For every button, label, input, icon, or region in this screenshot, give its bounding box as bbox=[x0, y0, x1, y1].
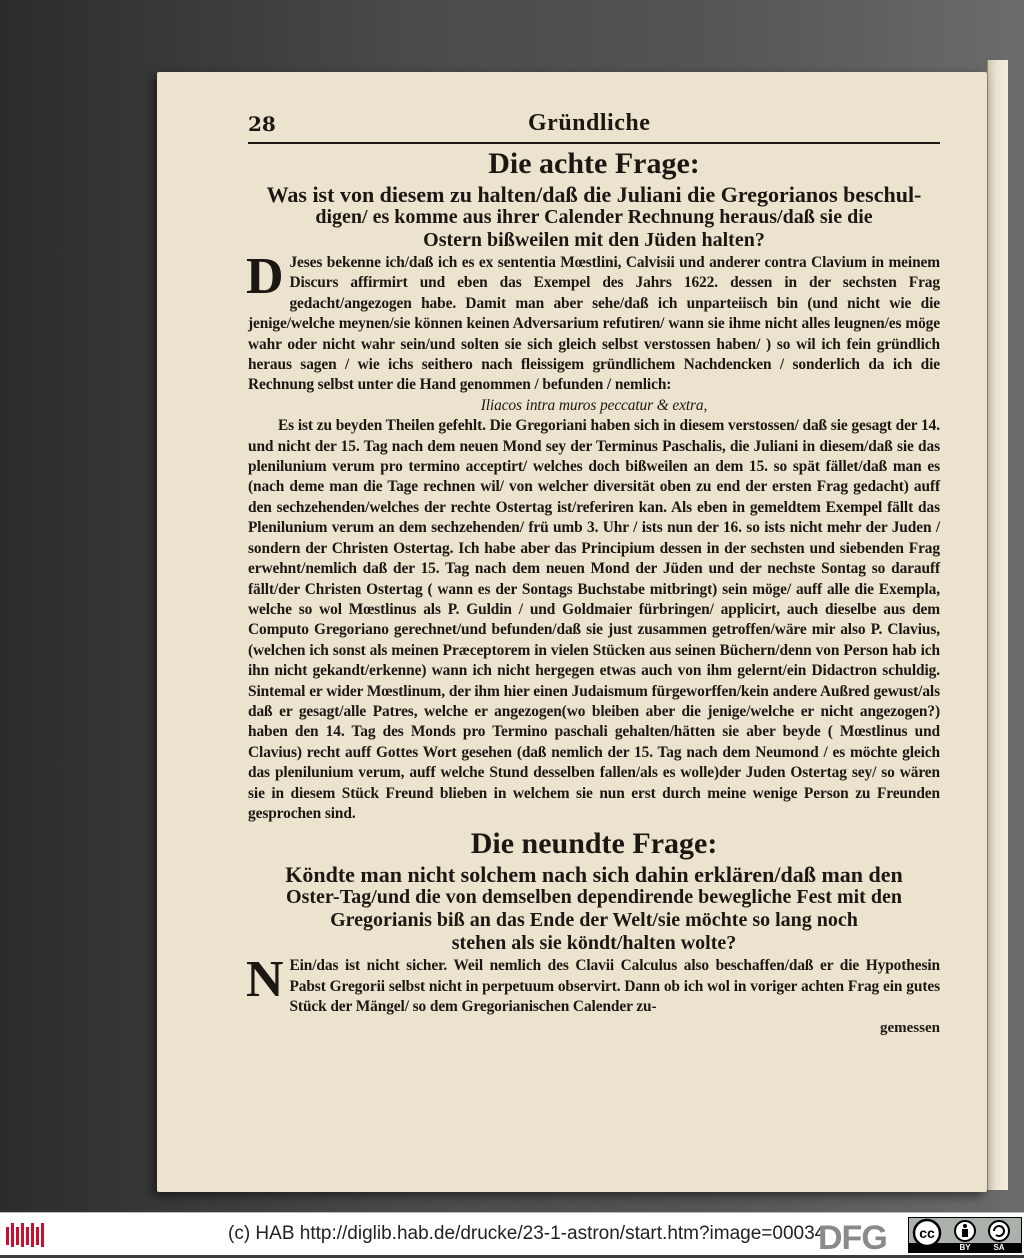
paragraph-8-1: Jeses bekenne ich/daß ich es ex sententia Mœstlini, Calvisii und anderer contra Clavium in meinem Discurs affirmirt und eben das Exempel des Jahrs 1622. dessen in der sechsten Frag gedacht/angezogen habe. Damit man aber sehe/daß ich unparteiisch bin (und nicht wie die jenige/welche meynen/sie können keinen Adversarium refutiren/ wann sie ihme nicht alles leugnen/es möge wahr oder nicht wahr sein/und solten sie sich gleich selbst verstossen haben/ ) so wil ich fein gründlich heraus sagen / wie ichs seithero nach fleissigem gründlichem Nachdencken / sonderlich da ich die Rechnung selbst unter die Hand genommen / befunden / nemlich: bbox=[248, 254, 940, 394]
svg-text:cc: cc bbox=[919, 1225, 935, 1241]
catchword: gemessen bbox=[880, 1019, 940, 1036]
cc-icon bbox=[914, 1220, 940, 1246]
running-head: Gründliche bbox=[528, 110, 651, 136]
paragraph-9-1: Ein/das ist nicht sicher. Weil nemlich des Clavii Calculus also beschaffen/daß er die Hypothesin Pabst Gregorii selbst nicht in perpetuum observirt. Dann ob ich wol in voriger achten Frag ein gutes Stück der Mängel/ so dem Gregorianischen Calender zu- bbox=[289, 957, 940, 1016]
question-9-line-2: Oster-Tag/und die von demselben dependirende bewegliche Fest mit den bbox=[286, 886, 902, 909]
cc-license-badge[interactable] bbox=[908, 1217, 1022, 1253]
question-8-line-3: Ostern bißweilen mit den Jüden halten? bbox=[423, 229, 765, 251]
dropcap-d: D bbox=[246, 248, 284, 305]
dfg-logo[interactable]: DFG bbox=[818, 1219, 887, 1257]
copyright-link[interactable]: (c) HAB http://diglib.hab.de/drucke/23-1-astron/start.htm?image=00034 bbox=[228, 1223, 826, 1244]
license-label-by: BY bbox=[959, 1243, 971, 1252]
latin-quote: Iliacos intra muros peccatur & extra, bbox=[480, 396, 708, 414]
paragraph-8-2: Es ist zu beyden Theilen gefehlt. Die Gregoriani haben sich in diesem verstossen/ daß sie gesagt der 14. und nicht der 15. Tag nach dem neuen Mond sey der Terminus Paschalis, die Juliani in diesem/daß sie das plenilunium verum pro termino acceptirt/ welches doch bißweilen an dem 15. so spät fället/daß man es (nach deme man die Tage rechnen wil/ von welcher diversität oben zu end der ersten Frag gedacht) auff den sechzehenden/welches der rechte Ostertag ist/referiren kan. Als eben in gemeldtem Exempel fällt das Plenilunium verum an dem sechzehenden/ frü umb 3. Uhr / ists nun der 16. so ists nicht mehr der Juden / sondern der Christen Ostertag. Ich habe aber das Principium dessen in der sechsten und siebenden Frag erwehnt/nemlich daß der 15. Tag nach dem neuen Mond der Jüden und der nechste Sontag so darauff fällt/der Christen Ostertag ( wann es der Sontags Buchstabe mitbringt) sein möge/ auff alle die Exempla, welche so wol Mœstlinus als P. Guldin / und Goldmaier fürbringen/ applicirt, auch dieselbe aus dem Computo Gregoriano gerechnet/und befunden/daß sie just zusammen getroffen/wäre mir also P. Clavius,(welchen ich sonst als meinen Præceptorem in vielen Stücken aus seinen Büchern/denn von Person hab ich ihn nicht gekandt/erkenne) wann ich nicht hergegen etwas auch von ihm gelernt/ein Didactron schuldig. Sintemal er wider Mœstlinum, der ihm hier einen Judaismum fürgeworffen/kein andere Außred gewust/als daß er gesagt/alle Patres, welche er angezogen(wo bleiben aber die jenige/welche er nicht angezogen?) haben den 14. Tag des Monds pro Termino paschali gehalten/hätten sie aber beyde ( Mœstlinus und Clavius) recht auff Gottes Wort gesehen (daß nemlich der 15. Tag nach dem Neumond / es möchte gleich das plenilunium verum, auff welche Stund desselben fallen/als es wolle)der Juden Ostertag sey/ so wären sie in diesem Stück Freund blieben in welchem sie nun erst durch meine wenige Person zu Freunden gesprochen sind. bbox=[248, 417, 940, 822]
page-content bbox=[248, 110, 940, 1037]
dropcap-n: N bbox=[246, 951, 284, 1009]
hab-logo-icon[interactable] bbox=[6, 1221, 46, 1249]
question-9-line-4: stehen als sie köndt/halten wolte? bbox=[451, 932, 737, 955]
page-number: 28 bbox=[248, 112, 276, 136]
question-9-line-1: Köndte man nicht solchem nach sich dahin erklären/daß man den bbox=[285, 862, 903, 888]
section-title-9: Die neundte Frage: bbox=[470, 827, 718, 861]
section-9-body bbox=[246, 951, 940, 1017]
license-label-sa: SA bbox=[993, 1243, 1005, 1252]
question-8-line-1: Was ist von diesem zu halten/daß die Juliani die Gregorianos beschul- bbox=[266, 182, 922, 207]
section-8-body bbox=[246, 248, 940, 824]
page-edge bbox=[987, 60, 1008, 1190]
question-8-line-2: digen/ es komme aus ihrer Calender Rechnung heraus/daß sie die bbox=[315, 206, 873, 228]
viewer-footer bbox=[0, 1212, 1024, 1255]
page-header bbox=[248, 110, 940, 144]
question-9-line-3: Gregorianis biß an das Ende der Welt/sie möchte so lang noch bbox=[330, 909, 858, 932]
section-title-8: Die achte Frage: bbox=[488, 147, 700, 180]
